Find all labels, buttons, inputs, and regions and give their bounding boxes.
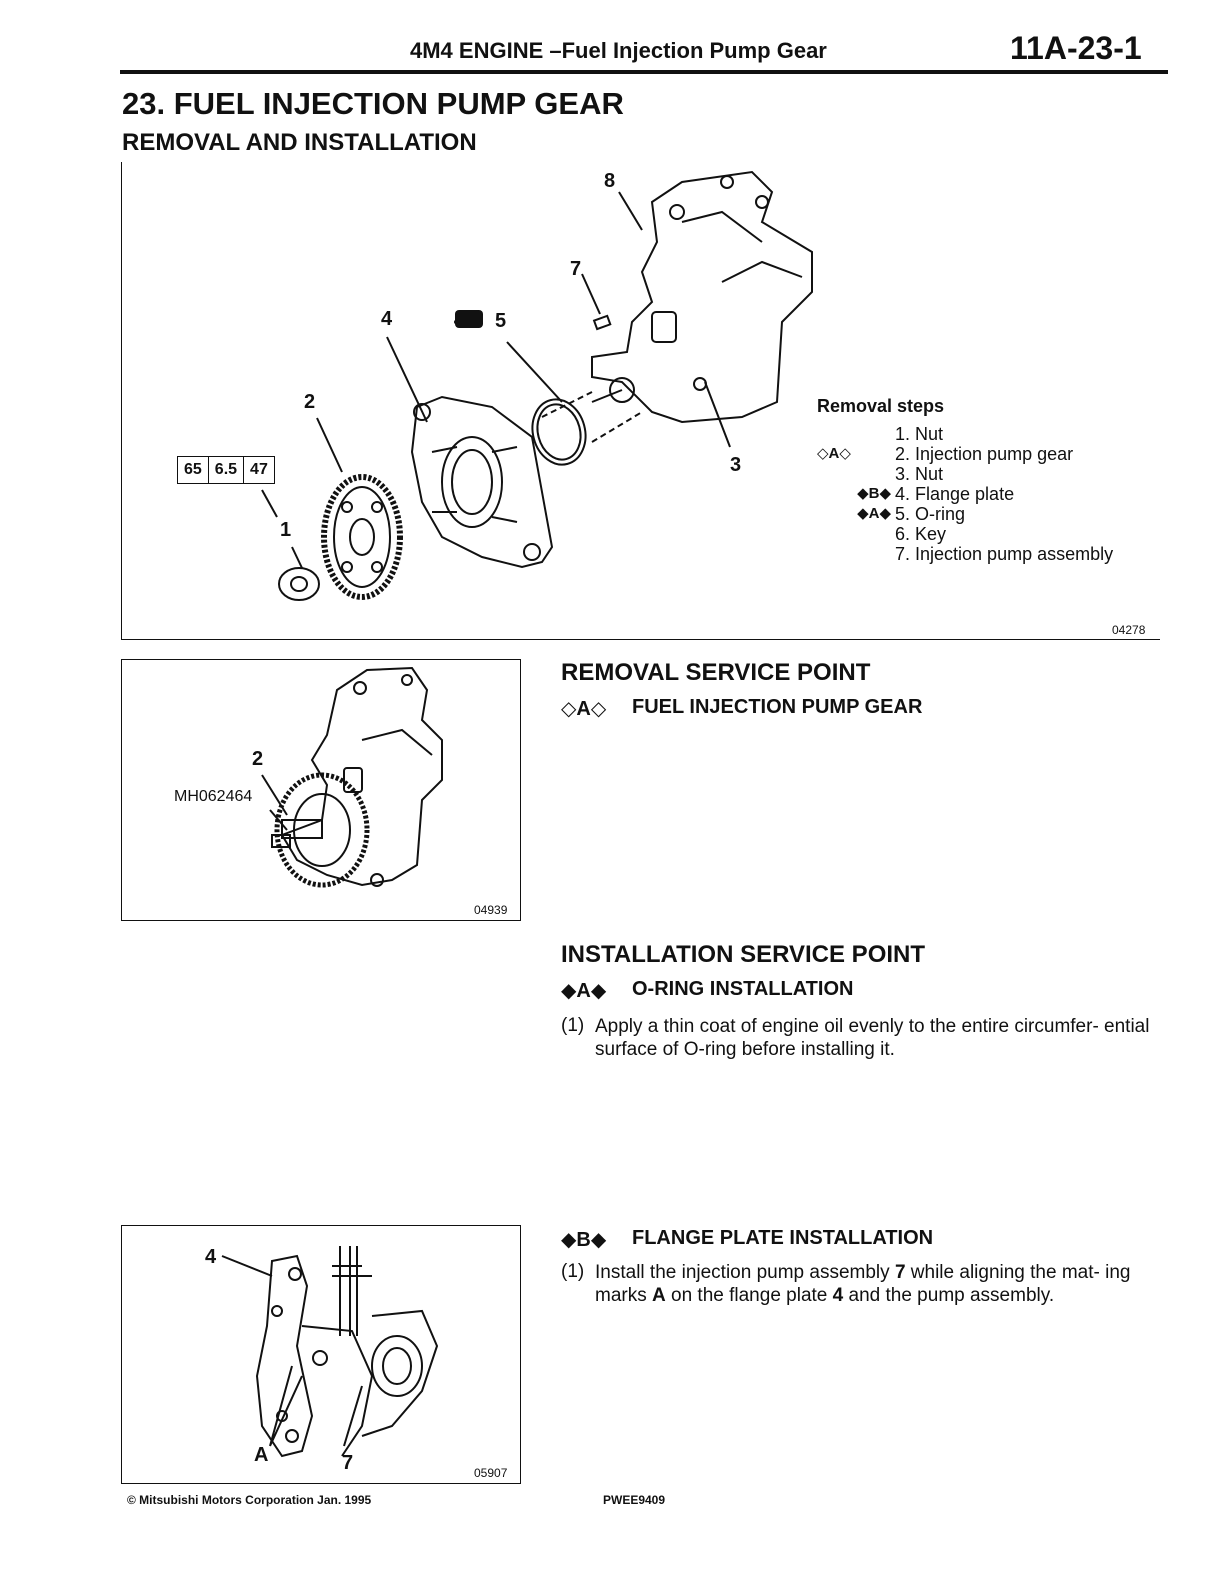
removal-step: [817, 444, 1147, 464]
step-text: 5. O-ring: [895, 504, 966, 524]
callout-2: 2: [304, 391, 316, 413]
section-subtitle: REMOVAL AND INSTALLATION: [122, 129, 477, 156]
step-mark: [817, 544, 895, 564]
mating-marks-drawing: [122, 1226, 520, 1483]
special-tool-figure: [121, 659, 521, 921]
removal-step: [817, 544, 1147, 564]
removal-step: [817, 524, 1147, 544]
step-mark: ◆A◆: [857, 505, 891, 522]
fig3-callout-4: 4: [205, 1246, 217, 1268]
torque-nm: 65: [178, 457, 209, 483]
torque-ftlbs: 47: [250, 461, 268, 478]
callout-3: 3: [730, 454, 742, 476]
page-number: 11A-23-1: [1010, 30, 1142, 66]
removal-steps-list: [817, 424, 1147, 564]
callout-5: 5: [495, 310, 507, 332]
fig2-callout-2: 2: [252, 748, 264, 770]
mating-marks-figure: [121, 1225, 521, 1484]
oring-mark: ◆A◆: [561, 980, 607, 1002]
running-header-title: 4M4 ENGINE –Fuel Injection Pump Gear: [410, 38, 827, 63]
step-text: 7. Injection pump assembly: [895, 544, 1114, 564]
step-mark: [817, 424, 895, 444]
flange-bold-7: 7: [894, 1262, 906, 1283]
flange-step-text: [595, 1261, 1167, 1307]
flange-text-1: Install the injection pump assembly: [595, 1262, 895, 1283]
step-text: 4. Flange plate: [895, 484, 1015, 504]
step-mark: ◇A◇: [817, 445, 851, 462]
torque-spec-box: [177, 456, 275, 484]
exploded-view-drawing: [122, 162, 1160, 639]
special-tool-number: MH062464: [174, 788, 253, 805]
section-title: 23. FUEL INJECTION PUMP GEAR: [122, 86, 624, 121]
removal-step: [817, 464, 1147, 484]
step-mark: ◆B◆: [857, 485, 891, 502]
footer-code: PWEE9409: [603, 1493, 666, 1507]
fig3-callout-a: A: [254, 1444, 269, 1466]
flange-text-4: and the pump assembly.: [843, 1285, 1055, 1306]
removal-steps-title: Removal steps: [817, 396, 945, 416]
step-text: 3. Nut: [895, 464, 944, 484]
footer-copyright: © Mitsubishi Motors Corporation Jan. 1995: [127, 1493, 372, 1507]
removal-step: [817, 424, 1147, 444]
callout-1: 1: [280, 519, 292, 541]
fig3-callout-7: 7: [342, 1452, 354, 1474]
flange-mark: ◆B◆: [561, 1229, 607, 1251]
callout-7: 7: [570, 258, 582, 280]
installation-service-point-heading: INSTALLATION SERVICE POINT: [561, 941, 926, 968]
removal-service-point-heading: REMOVAL SERVICE POINT: [561, 659, 871, 686]
flange-subheading: FLANGE PLATE INSTALLATION: [632, 1227, 934, 1249]
oring-step-text: Apply a thin coat of engine oil evenly to the entire circumfer- ential surface of O-ring before installing it.: [595, 1016, 1150, 1060]
step-text: 2. Injection pump gear: [895, 444, 1074, 464]
figure-number: 04278: [1112, 623, 1146, 637]
flange-text-3: on the flange plate: [665, 1285, 833, 1306]
flange-bold-4: 4: [832, 1285, 844, 1306]
removal-step: [817, 504, 1147, 524]
step-mark: [817, 524, 895, 544]
exploded-view-figure: [121, 162, 1160, 640]
fig3-number: 05907: [474, 1466, 508, 1480]
removal-step: [817, 484, 1147, 504]
header-rule: [120, 70, 1168, 74]
step-text: 6. Key: [895, 524, 947, 544]
removal-point-mark: ◇A◇: [561, 698, 607, 720]
removal-point-subheading: FUEL INJECTION PUMP GEAR: [632, 696, 923, 718]
callout-4: 4: [381, 308, 393, 330]
flange-text-2: while aligning the mat- ing marks: [595, 1262, 1131, 1306]
oring-subheading: O-RING INSTALLATION: [632, 978, 854, 1000]
fig2-number: 04939: [474, 903, 508, 917]
flange-step-number: (1): [561, 1261, 585, 1282]
callout-8: 8: [604, 170, 616, 192]
torque-kgfm: 6.5: [209, 457, 244, 483]
step-text: 1. Nut: [895, 424, 944, 444]
step-mark: [817, 464, 895, 484]
oring-step-number: (1): [561, 1015, 585, 1036]
flange-bold-a: A: [652, 1285, 666, 1306]
